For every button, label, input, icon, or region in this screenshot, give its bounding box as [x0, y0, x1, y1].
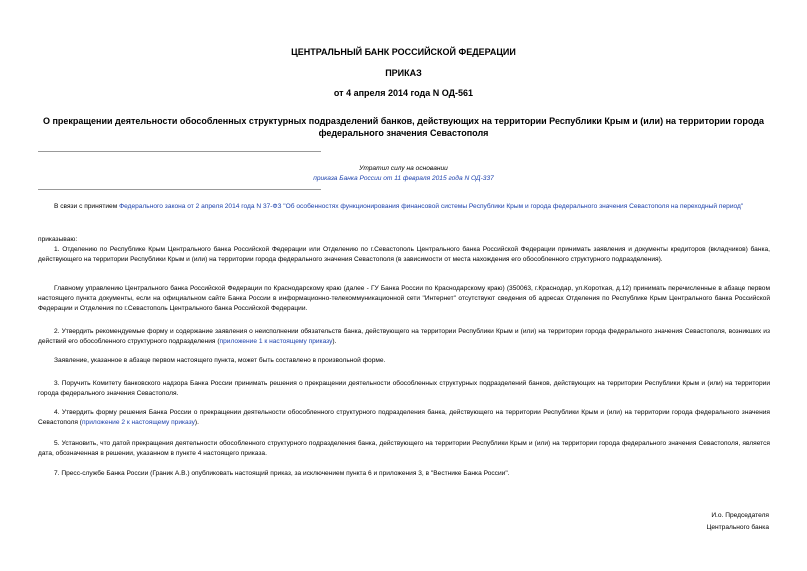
doc-type: ПРИКАЗ — [385, 68, 422, 78]
doc-date-number: от 4 апреля 2014 года N ОД-561 — [333, 88, 474, 98]
signature-org: Центрального банка — [706, 524, 769, 531]
paragraph-2-end: ). — [332, 337, 337, 345]
order-word: приказываю: — [38, 236, 78, 243]
appendix-2-link[interactable]: приложение 2 к настоящему приказу — [81, 418, 195, 426]
preamble-paragraph — [38, 202, 770, 212]
divider-bottom — [38, 189, 321, 190]
paragraph-7: 7. Пресс-службе Банка России (Граник А.В.) опубликовать настоящий приказ, за исключением пункта 6 и приложения 3, в "Вестнике Банка России". — [54, 470, 510, 477]
org-title: ЦЕНТРАЛЬНЫЙ БАНК РОССИЙСКОЙ ФЕДЕРАЦИИ — [291, 47, 516, 57]
paragraph-2-b: Заявление, указанное в абзаце первом настоящего пункта, может быть составлено в произвольной форме. — [54, 357, 386, 364]
paragraph-4 — [38, 408, 770, 428]
paragraph-4-end: ). — [194, 418, 199, 426]
status-note-text: Утратил силу на основании — [359, 165, 448, 172]
paragraph-2 — [38, 327, 770, 347]
divider-top — [38, 151, 321, 152]
preamble-text: В связи с принятием — [54, 203, 120, 210]
status-note-line2 — [300, 174, 507, 184]
paragraph-5: 5. Установить, что датой прекращения деятельности обособленного структурного подразделения банка, действующего на территории Республики Крым и (или) на территории города федерального значения Севастополя, является дата, обозначенная в решении, указанном в пункте 4 настоящего приказа. — [38, 440, 770, 457]
appendix-1-link[interactable]: приложение 1 к настоящему приказу — [219, 337, 333, 345]
paragraph-3: 3. Поручить Комитету банковского надзора Банка России принимать решения о прекращении деятельности обособленных структурных подразделений банков, действующих на территории Республики Крым и (или) на территории города федерального значения Севастополя. — [38, 380, 770, 397]
paragraph-2-text: 2. Утвердить рекомендуемые форму и содержание заявления о неисполнении обязательств банка, действующего на территории Республики Крым и (или) на территории города федерального значения Севастополя, возникших из действий его обособленного структурного подразделения ( — [38, 328, 770, 345]
doc-heading: О прекращении деятельности обособленных структурных подразделений банков, действующих на территории Республики Крым и (или) на территории города федерального значения Севастополя — [42, 116, 765, 138]
paragraph-4-text: 4. Утвердить форму решения Банка России о прекращении деятельности обособленного структурного подразделения банка, действующего на территории Республики Крым и (или) на территории города федерального значения Севастополя ( — [38, 409, 770, 426]
signature-title: И.о. Председателя — [711, 512, 769, 519]
repeal-order-link[interactable]: приказа Банка России от 11 февраля 2015 года N ОД-337 — [313, 175, 494, 182]
paragraph-1-b: Главному управлению Центрального банка Российской Федерации по Краснодарскому краю (далее - ГУ Банка России по Краснодарскому краю) (350063, г.Краснодар, ул.Короткая, д.12) принимать перечисленные в абзаце первом настоящего пункта документы, если на официальном сайте Банка России в информационно-телекоммуникационной сети "Интернет" отсутствуют сведения об адресах Отделения по Республике Крым Центрального банка Российской Федерации и Отделения по г.Севастополь Центрального банка Российской Федерации. — [38, 285, 770, 312]
paragraph-1: 1. Отделению по Республике Крым Центрального банка Российской Федерации или Отделению по г.Севастополь Центрального банка Российской Федерации принимать заявления и документы кредиторов (вкладчиков) банка, действующего на территории Республики Крым и (или) на территории города федерального значения Севастополя (в зависимости от места нахождения его обособленного структурного подразделения). — [38, 246, 770, 263]
federal-law-link[interactable]: Федерального закона от 2 апреля 2014 года N 37-ФЗ "Об особенностях функционирования финансовой системы Республики Крым и города федерального значения Севастополя на переходный период" — [119, 203, 744, 210]
